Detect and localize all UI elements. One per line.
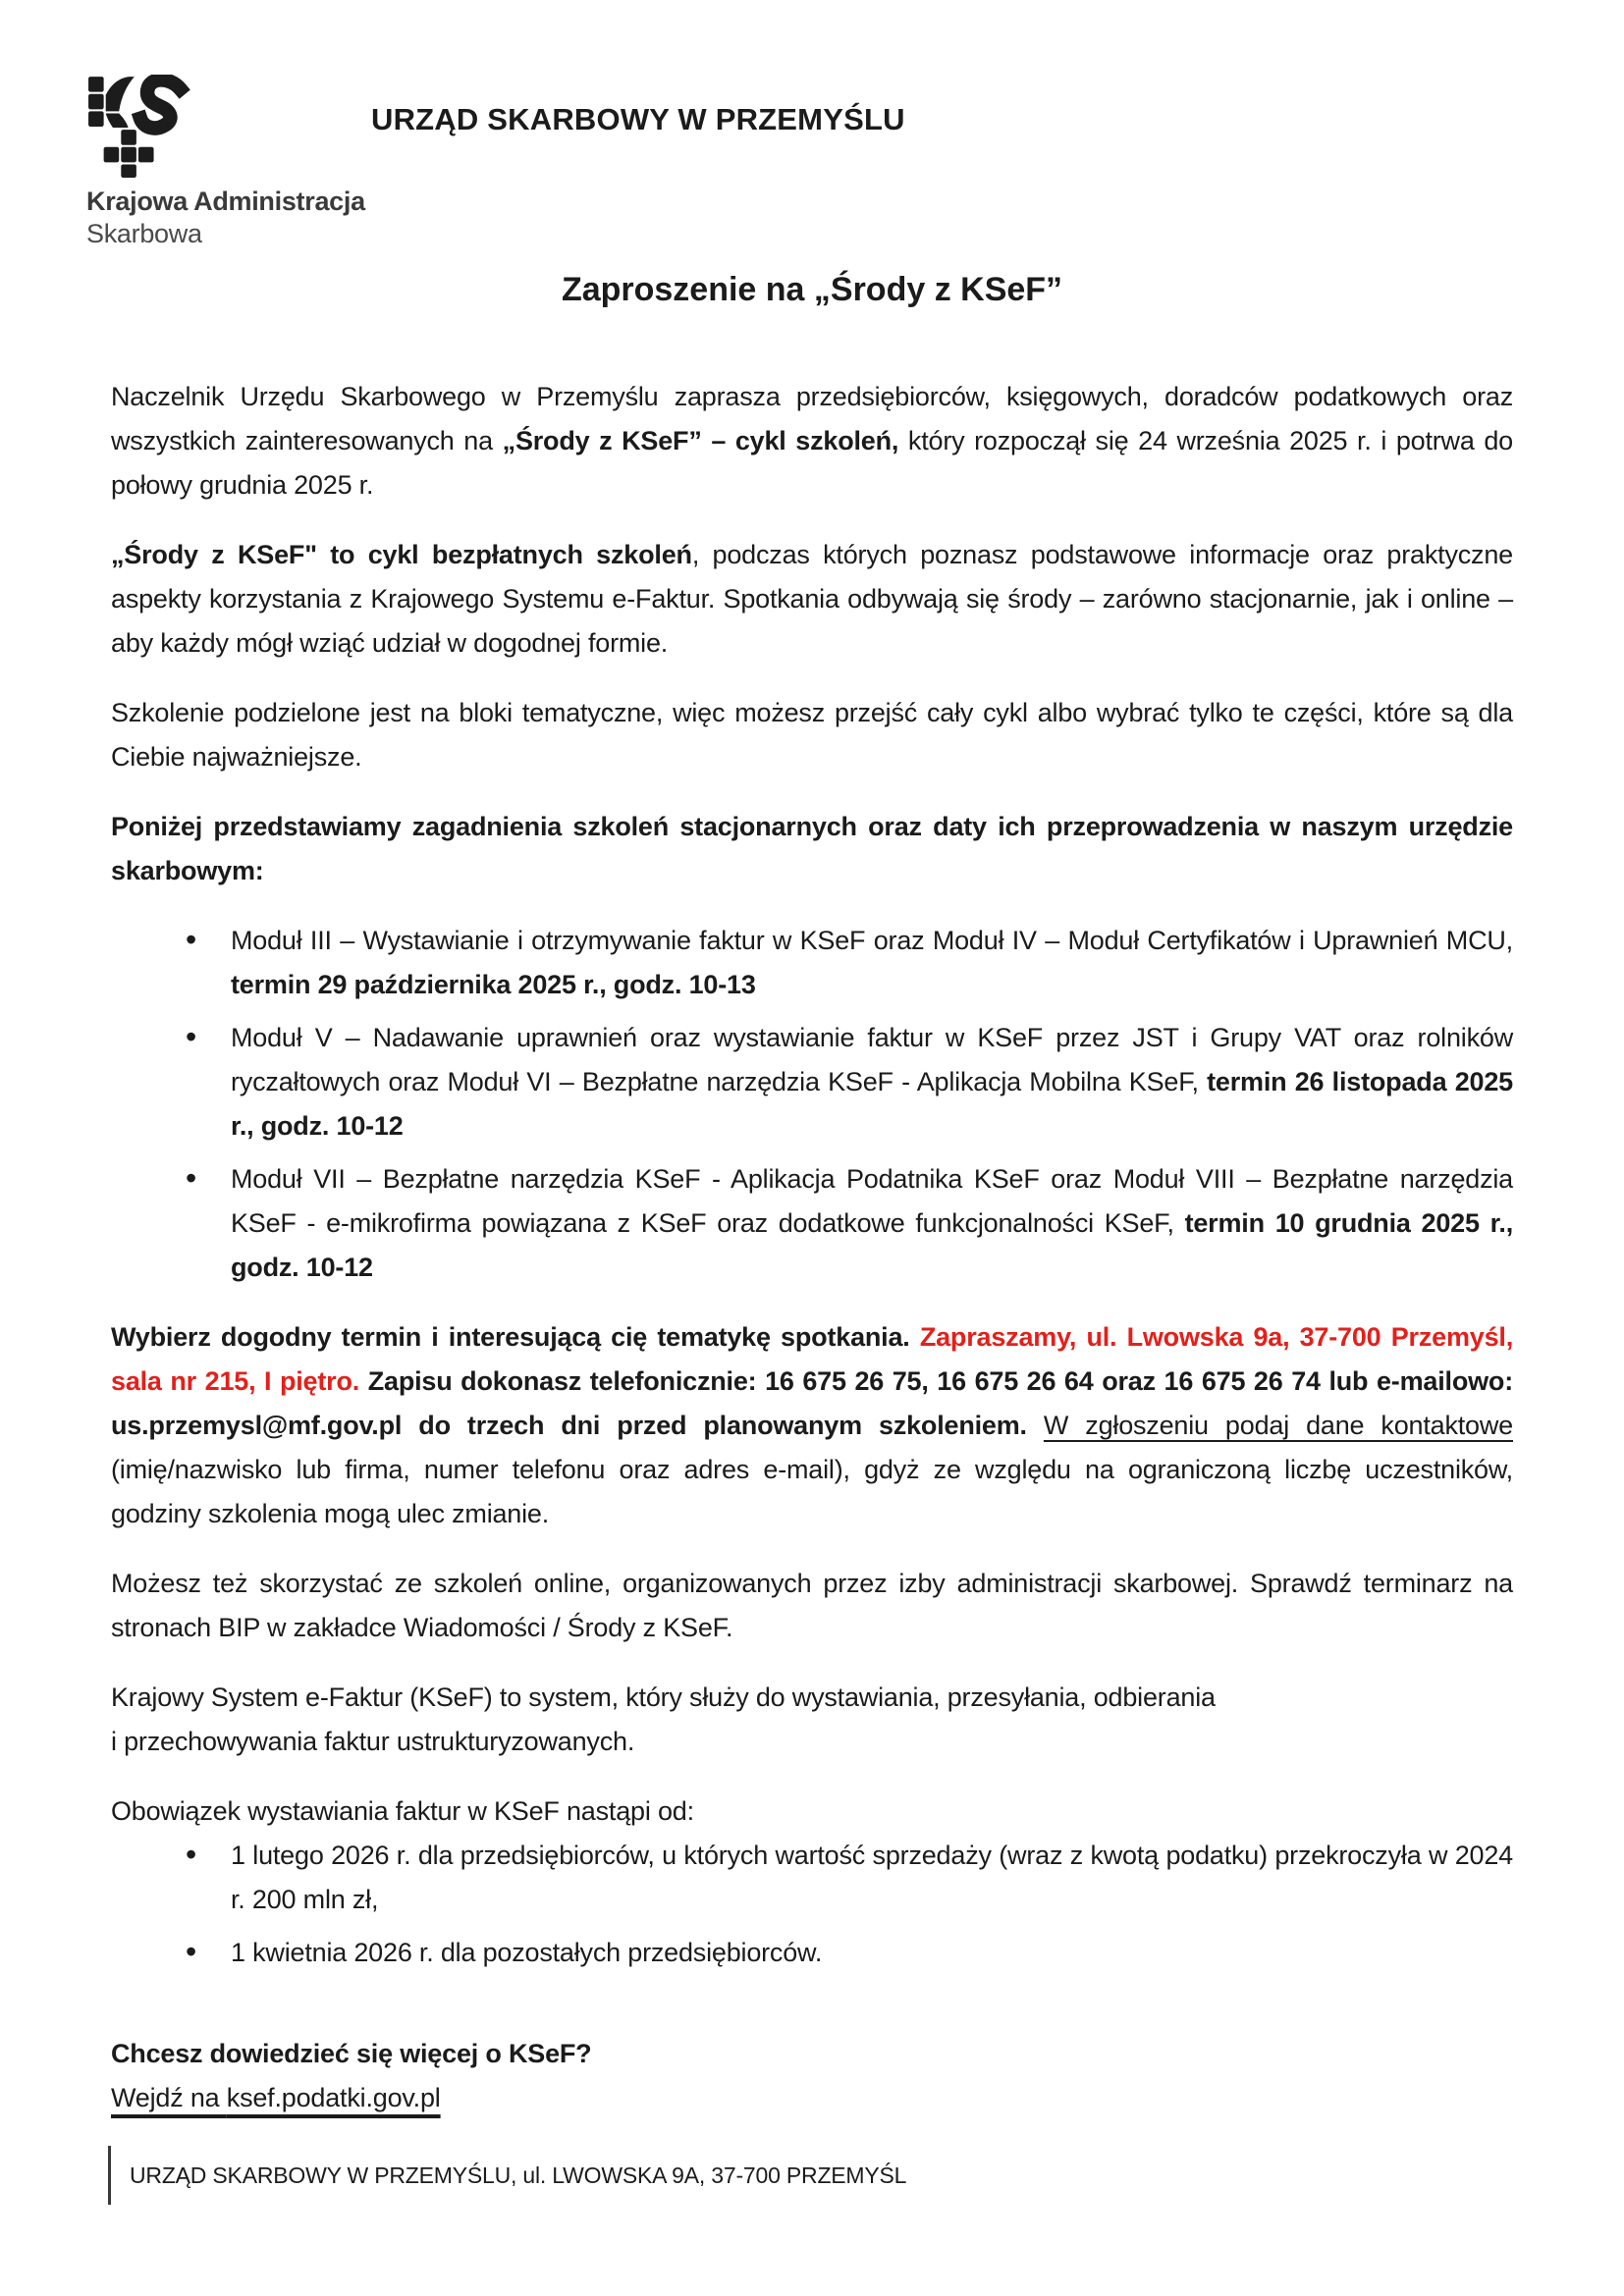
document-title: Zaproszenie na „Środy z KSeF”	[561, 271, 1063, 308]
obligation-list	[111, 1834, 1513, 1975]
website-paragraph	[111, 2076, 1513, 2120]
more-info-heading	[111, 2032, 1513, 2076]
contact-data-underline: W zgłoszeniu podaj dane kontaktowe	[1043, 1411, 1513, 1440]
text-segment: Wybierz dogodny termin i interesującą cię tematykę spotkania.	[111, 1322, 920, 1352]
schedule-item-module-7-8	[111, 1157, 1513, 1290]
website-link: ksef.podatki.gov.pl	[226, 2083, 441, 2112]
text-segment: Zapisu dokonasz telefonicznie: 16 675 26 75, 16 675 26 64 oraz 16 675 26 74 lub e-mailowo:	[367, 1366, 1514, 1396]
thematic-blocks-paragraph	[111, 691, 1513, 779]
text-segment: Obowiązek wystawiania faktur w KSeF nastąpi od:	[111, 1796, 694, 1826]
text-segment: (imię/nazwisko lub firma, numer telefonu oraz adres e-mail), gdyż ze względu na ograniczoną liczbę uczestników, godziny szkolenia mogą ulec zmianie.	[111, 1455, 1513, 1528]
schedule-list	[111, 919, 1513, 1290]
text-segment: „Środy z KSeF" to cykl bezpłatnych szkoleń	[111, 540, 692, 569]
text-segment: do trzech dni przed planowanym szkoleniem.	[402, 1411, 1044, 1440]
text-segment: , podczas których poznasz podstawowe informacje oraz praktyczne aspekty korzystania z Krajowego Systemu e-Faktur. Spotkania odbywają się środy – zarówno stacjonarnie, jak i online – aby każdy mógł wziąć udział w dogodnej formie.	[111, 540, 1513, 658]
schedule-heading	[111, 805, 1513, 893]
obligation-item-apr-2026	[111, 1931, 1513, 1975]
kas-monogram-icon	[88, 75, 190, 179]
text-segment: „Środy z KSeF” – cykl szkoleń,	[502, 426, 899, 455]
logo-org-name-line1: Krajowa Administracja	[86, 187, 365, 216]
series-description-paragraph	[111, 533, 1513, 666]
online-trainings-paragraph	[111, 1562, 1513, 1650]
text-segment: Naczelnik Urzędu Skarbowego w Przemyślu zaprasza przedsiębiorców, księgowych, doradców podatkowych oraz wszystkich zainteresowanych na	[111, 382, 1513, 455]
intro-paragraph	[111, 375, 1513, 507]
text-segment: Szkolenie podzielone jest na bloki tematyczne, więc możesz przejść cały cykl albo wybrać tylko te części, które są dla Ciebie najważniejsze.	[111, 698, 1513, 772]
document-footer	[108, 2146, 906, 2205]
logo-org-name-line2: Skarbowa	[86, 219, 202, 248]
text-segment: Krajowy System e-Faktur (KSeF) to system, który służy do wystawiania, przesyłania, odbierania	[111, 1682, 1216, 1712]
text-segment: Wejdź na	[111, 2083, 227, 2112]
email-address: us.przemysl@mf.gov.pl	[111, 1411, 403, 1440]
text-segment: i przechowywania faktur ustrukturyzowanych.	[111, 1727, 635, 1756]
schedule-item-module-3-4	[111, 919, 1513, 1007]
text-segment: termin 10 grudnia 2025 r., godz. 10-12	[231, 1208, 1513, 1282]
text-segment: Poniżej przedstawiamy zagadnienia szkoleń stacjonarnych oraz daty ich przeprowadzenia w naszym urzędzie skarbowym:	[111, 812, 1513, 885]
text-segment: termin 29 października 2025 r., godz. 10-13	[231, 970, 756, 999]
registration-paragraph	[111, 1315, 1513, 1536]
footer-address: URZĄD SKARBOWY W PRZEMYŚLU, ul. LWOWSKA 9A, 37-700 PRZEMYŚL	[130, 2162, 907, 2188]
text-segment: Moduł III – Wystawianie i otrzymywanie faktur w KSeF oraz Moduł IV – Moduł Certyfikatów i Uprawnień MCU,	[231, 926, 1513, 955]
obligation-intro-paragraph	[111, 1789, 1513, 1834]
ksef-definition-paragraph	[111, 1676, 1513, 1764]
text-segment: 1 kwietnia 2026 r. dla pozostałych przedsiębiorców.	[231, 1938, 823, 1967]
document-body	[111, 375, 1513, 2146]
office-title: URZĄD SKARBOWY W PRZEMYŚLU	[371, 102, 905, 136]
obligation-item-feb-2026	[111, 1834, 1513, 1922]
text-segment: termin 26 listopada 2025 r., godz. 10-12	[231, 1067, 1513, 1141]
text-segment: który rozpoczął się 24 września 2025 r. i potrwa do połowy grudnia 2025 r.	[111, 426, 1513, 500]
text-segment: Moduł V – Nadawanie uprawnień oraz wystawianie faktur w KSeF przez JST i Grupy VAT oraz rolników ryczałtowych oraz Moduł VI – Bezpłatne narzędzia KSeF - Aplikacja Mobilna KSeF,	[231, 1023, 1513, 1096]
venue-address-text: Zapraszamy, ul. Lwowska 9a, 37-700 Przemyśl, sala nr 215, I piętro.	[111, 1322, 1513, 1396]
text-segment: Możesz też skorzystać ze szkoleń online, organizowanych przez izby administracji skarbowej. Sprawdź terminarz na stronach BIP w zakładce Wiadomości / Środy z KSeF.	[111, 1569, 1513, 1642]
text-segment: Moduł VII – Bezpłatne narzędzia KSeF - Aplikacja Podatnika KSeF oraz Moduł VIII – Bezpłatne narzędzia KSeF - e-mikrofirma powiązana z KSeF oraz dodatkowe funkcjonalności KSeF,	[231, 1164, 1513, 1238]
text-segment: 1 lutego 2026 r. dla przedsiębiorców, u których wartość sprzedaży (wraz z kwotą podatku) przekroczyła w 2024 r. 200 mln zł,	[231, 1841, 1513, 1914]
schedule-item-module-5-6	[111, 1016, 1513, 1148]
text-segment: Chcesz dowiedzieć się więcej o KSeF?	[111, 2039, 592, 2068]
